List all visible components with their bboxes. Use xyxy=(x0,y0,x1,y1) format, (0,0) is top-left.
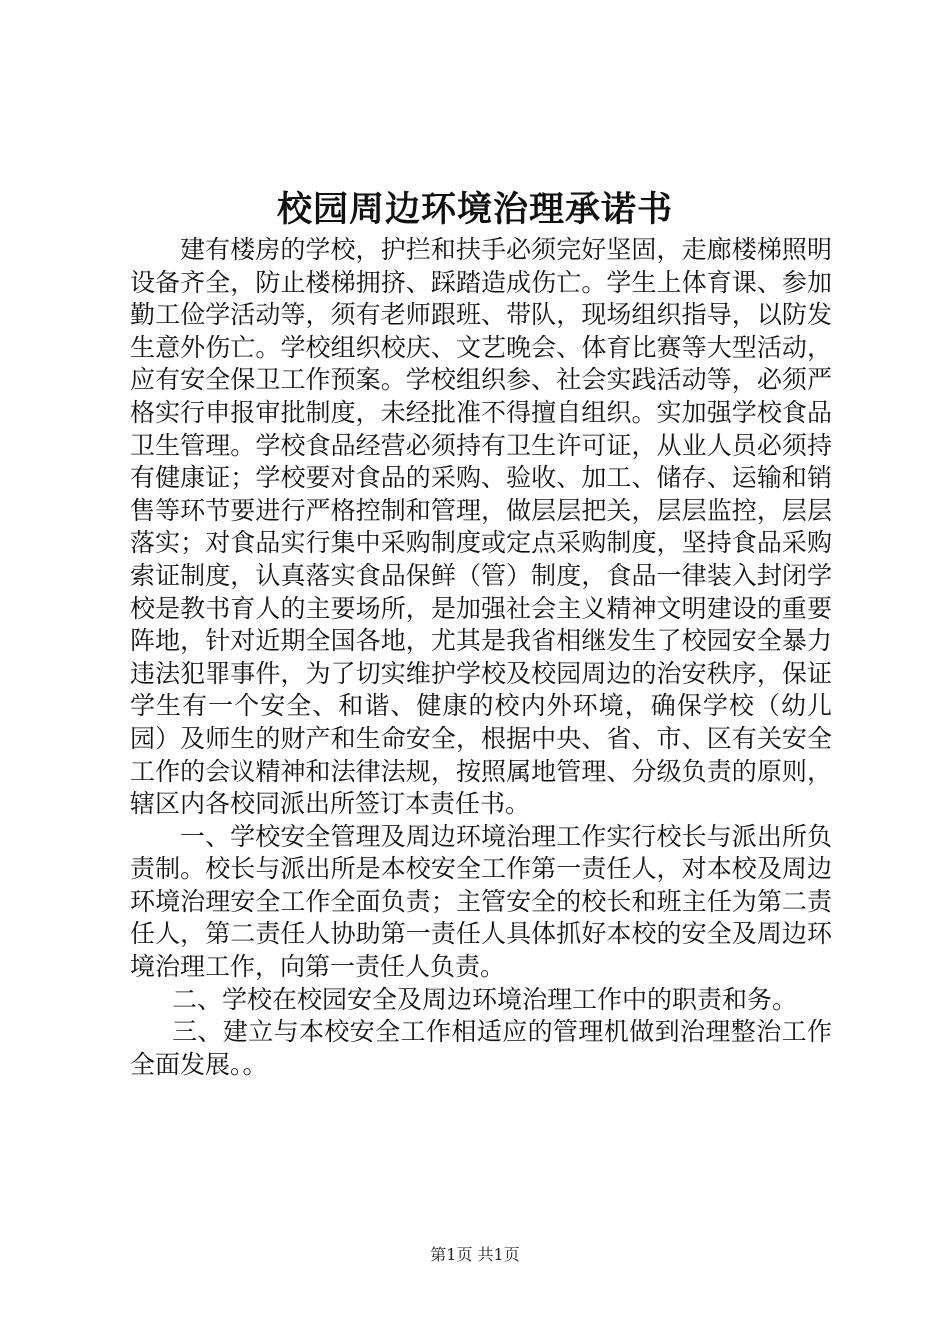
paragraph-4: 三、建立与本校安全工作相适应的管理机做到治理整治工作全面发展。。 xyxy=(130,1017,832,1079)
paragraph-2: 一、学校安全管理及周边环境治理工作实行校长与派出所负责制。校长与派出所是本校安全工作第一责任人，对本校及周边环境治理安全工作全面负责；主管安全的校长和班主任为第二责任人，第二责任人协助第一责任人具体抓好本校的安全及周边环境治理工作，向第一责任人负责。 xyxy=(130,821,832,982)
document-body xyxy=(130,234,832,1081)
document-title: 校园周边环境治理承诺书 xyxy=(276,189,673,230)
paragraph-3: 二、学校在校园安全及周边环境治理工作中的职责和务。 xyxy=(172,984,798,1014)
paragraph-1: 建有楼房的学校，护拦和扶手必须完好坚固，走廊楼梯照明设备齐全，防止楼梯拥挤、踩踏造成伤亡。学生上体育课、参加勤工俭学活动等，须有老师跟班、带队，现场组织指导，以防发生意外伤亡。学校组织校庆、文艺晚会、体育比赛等大型活动，应有安全保卫工作预案。学校组织参、社会实践活动等，必须严格实行申报审批制度，未经批准不得擅自组织。实加强学校食品卫生管理。学校食品经营必须持有卫生许可证，从业人员必须持有健康证；学校要对食品的采购、验收、加工、储存、运输和销售等环节要进行严格控制和管理，做层层把关，层层监控，层层落实；对食品实行集中采购制度或定点采购制度，坚持食品采购索证制度，认真落实食品保鲜（管）制度，食品一律装入封闭学校是教书育人的主要场所，是加强社会主义精神文明建设的重要阵地，针对近期全国各地，尤其是我省相继发生了校园安全暴力违法犯罪事件，为了切实维护学校及校园周边的治安秩序，保证学生有一个安全、和谐、健康的校内外环境，确保学校（幼儿园）及师生的财产和生命安全，根据中央、省、市、区有关安全工作的会议精神和法律法规，按照属地管理、分级负责的原则，辖区内各校同派出所签订本责任书。 xyxy=(130,235,832,819)
page-footer: 第1页 共1页 xyxy=(430,1245,520,1264)
